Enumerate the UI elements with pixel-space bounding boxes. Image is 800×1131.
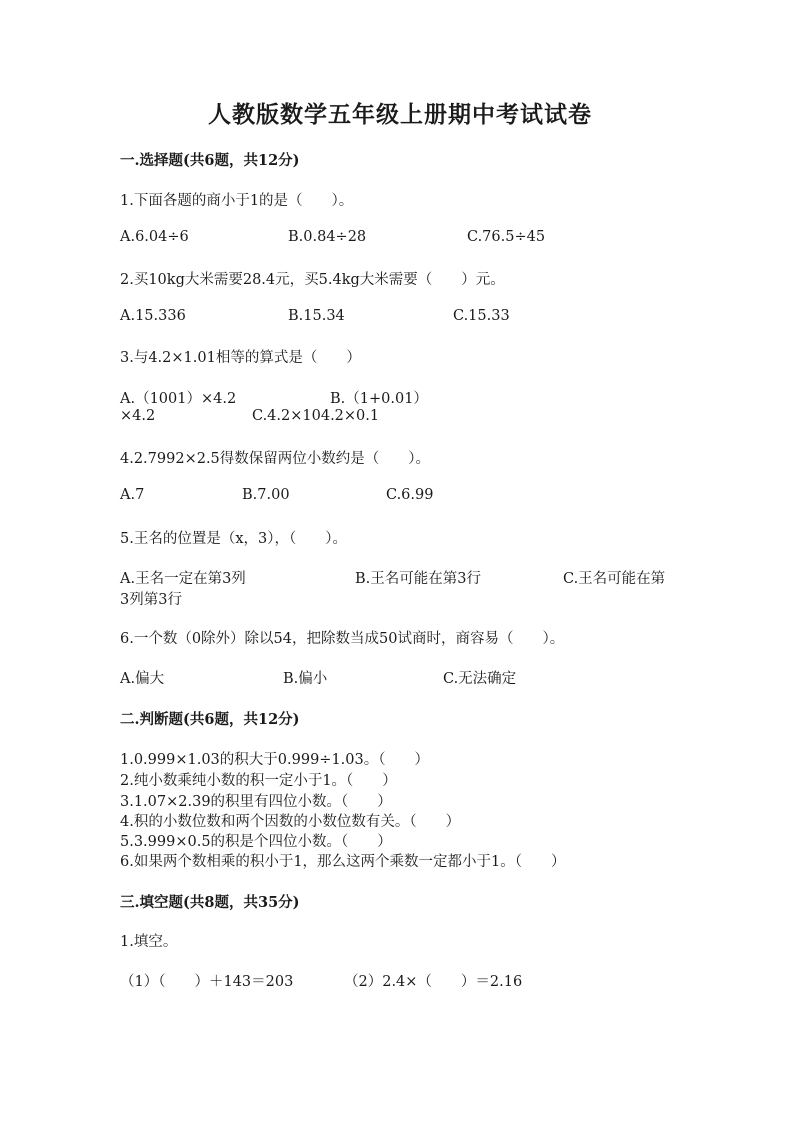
option-c-continued: 3列第3行	[120, 592, 182, 608]
question-stem: 2.买10kg大米需要28.4元，买5.4kg大米需要（ ）元。	[120, 272, 505, 288]
option-c: C.6.99	[386, 487, 434, 503]
option-c: C.4.2×104.2×0.1	[252, 408, 380, 424]
option-b: B.王名可能在第3行	[355, 571, 481, 587]
option-b: B.15.34	[288, 308, 345, 324]
judgment-item: 5.3.999×0.5的积是个四位小数。（ ）	[120, 834, 392, 850]
option-b: B.0.84÷28	[288, 229, 367, 245]
section-heading-judgment: 二.判断题(共6题，共12分)	[120, 711, 300, 728]
section-heading-choice: 一.选择题(共6题，共12分)	[120, 152, 300, 169]
judgment-item: 2.纯小数乘纯小数的积一定小于1。（ ）	[120, 773, 397, 789]
question-stem: 1.填空。	[120, 934, 178, 950]
question-stem: 1.下面各题的商小于1的是（ ）。	[120, 193, 354, 209]
question-stem: 6.一个数（0除外）除以54，把除数当成50试商时，商容易（ ）。	[120, 631, 565, 647]
option-b-continued: ×4.2	[120, 408, 156, 424]
section-heading-fill-in: 三.填空题(共8题，共35分)	[120, 894, 300, 911]
question-stem: 3.与4.2×1.01相等的算式是（ ）	[120, 350, 361, 366]
option-c: C.76.5÷45	[467, 229, 546, 245]
fill-part-1: （1）（ ）＋143＝203	[120, 974, 294, 990]
question-stem: 4.2.7992×2.5得数保留两位小数约是（ ）。	[120, 451, 431, 467]
option-a: A.王名一定在第3列	[120, 571, 246, 587]
fill-part-2: （2）2.4×（ ）＝2.16	[344, 974, 523, 990]
option-c: C.无法确定	[443, 671, 517, 687]
option-c: C.王名可能在第	[563, 571, 666, 587]
page-title: 人教版数学五年级上册期中考试试卷	[208, 101, 592, 128]
option-c: C.15.33	[453, 308, 510, 324]
option-b: B.（1+0.01）	[330, 391, 428, 407]
question-stem: 5.王名的位置是（x，3），（ ）。	[120, 531, 347, 547]
option-b: B.7.00	[242, 487, 290, 503]
judgment-item: 3.1.07×2.39的积里有四位小数。（ ）	[120, 794, 392, 810]
judgment-item: 6.如果两个数相乘的积小于1，那么这两个乘数一定都小于1。（ ）	[120, 854, 566, 870]
judgment-item: 4.积的小数位数和两个因数的小数位数有关。（ ）	[120, 814, 461, 830]
option-a: A.7	[120, 487, 145, 503]
option-b: B.偏小	[283, 671, 328, 687]
option-a: A.15.336	[120, 308, 186, 324]
option-a: A.偏大	[120, 671, 165, 687]
option-a: A.6.04÷6	[120, 229, 189, 245]
option-a: A.（1001）×4.2	[120, 391, 237, 407]
judgment-item: 1.0.999×1.03的积大于0.999÷1.03。（ ）	[120, 752, 429, 768]
